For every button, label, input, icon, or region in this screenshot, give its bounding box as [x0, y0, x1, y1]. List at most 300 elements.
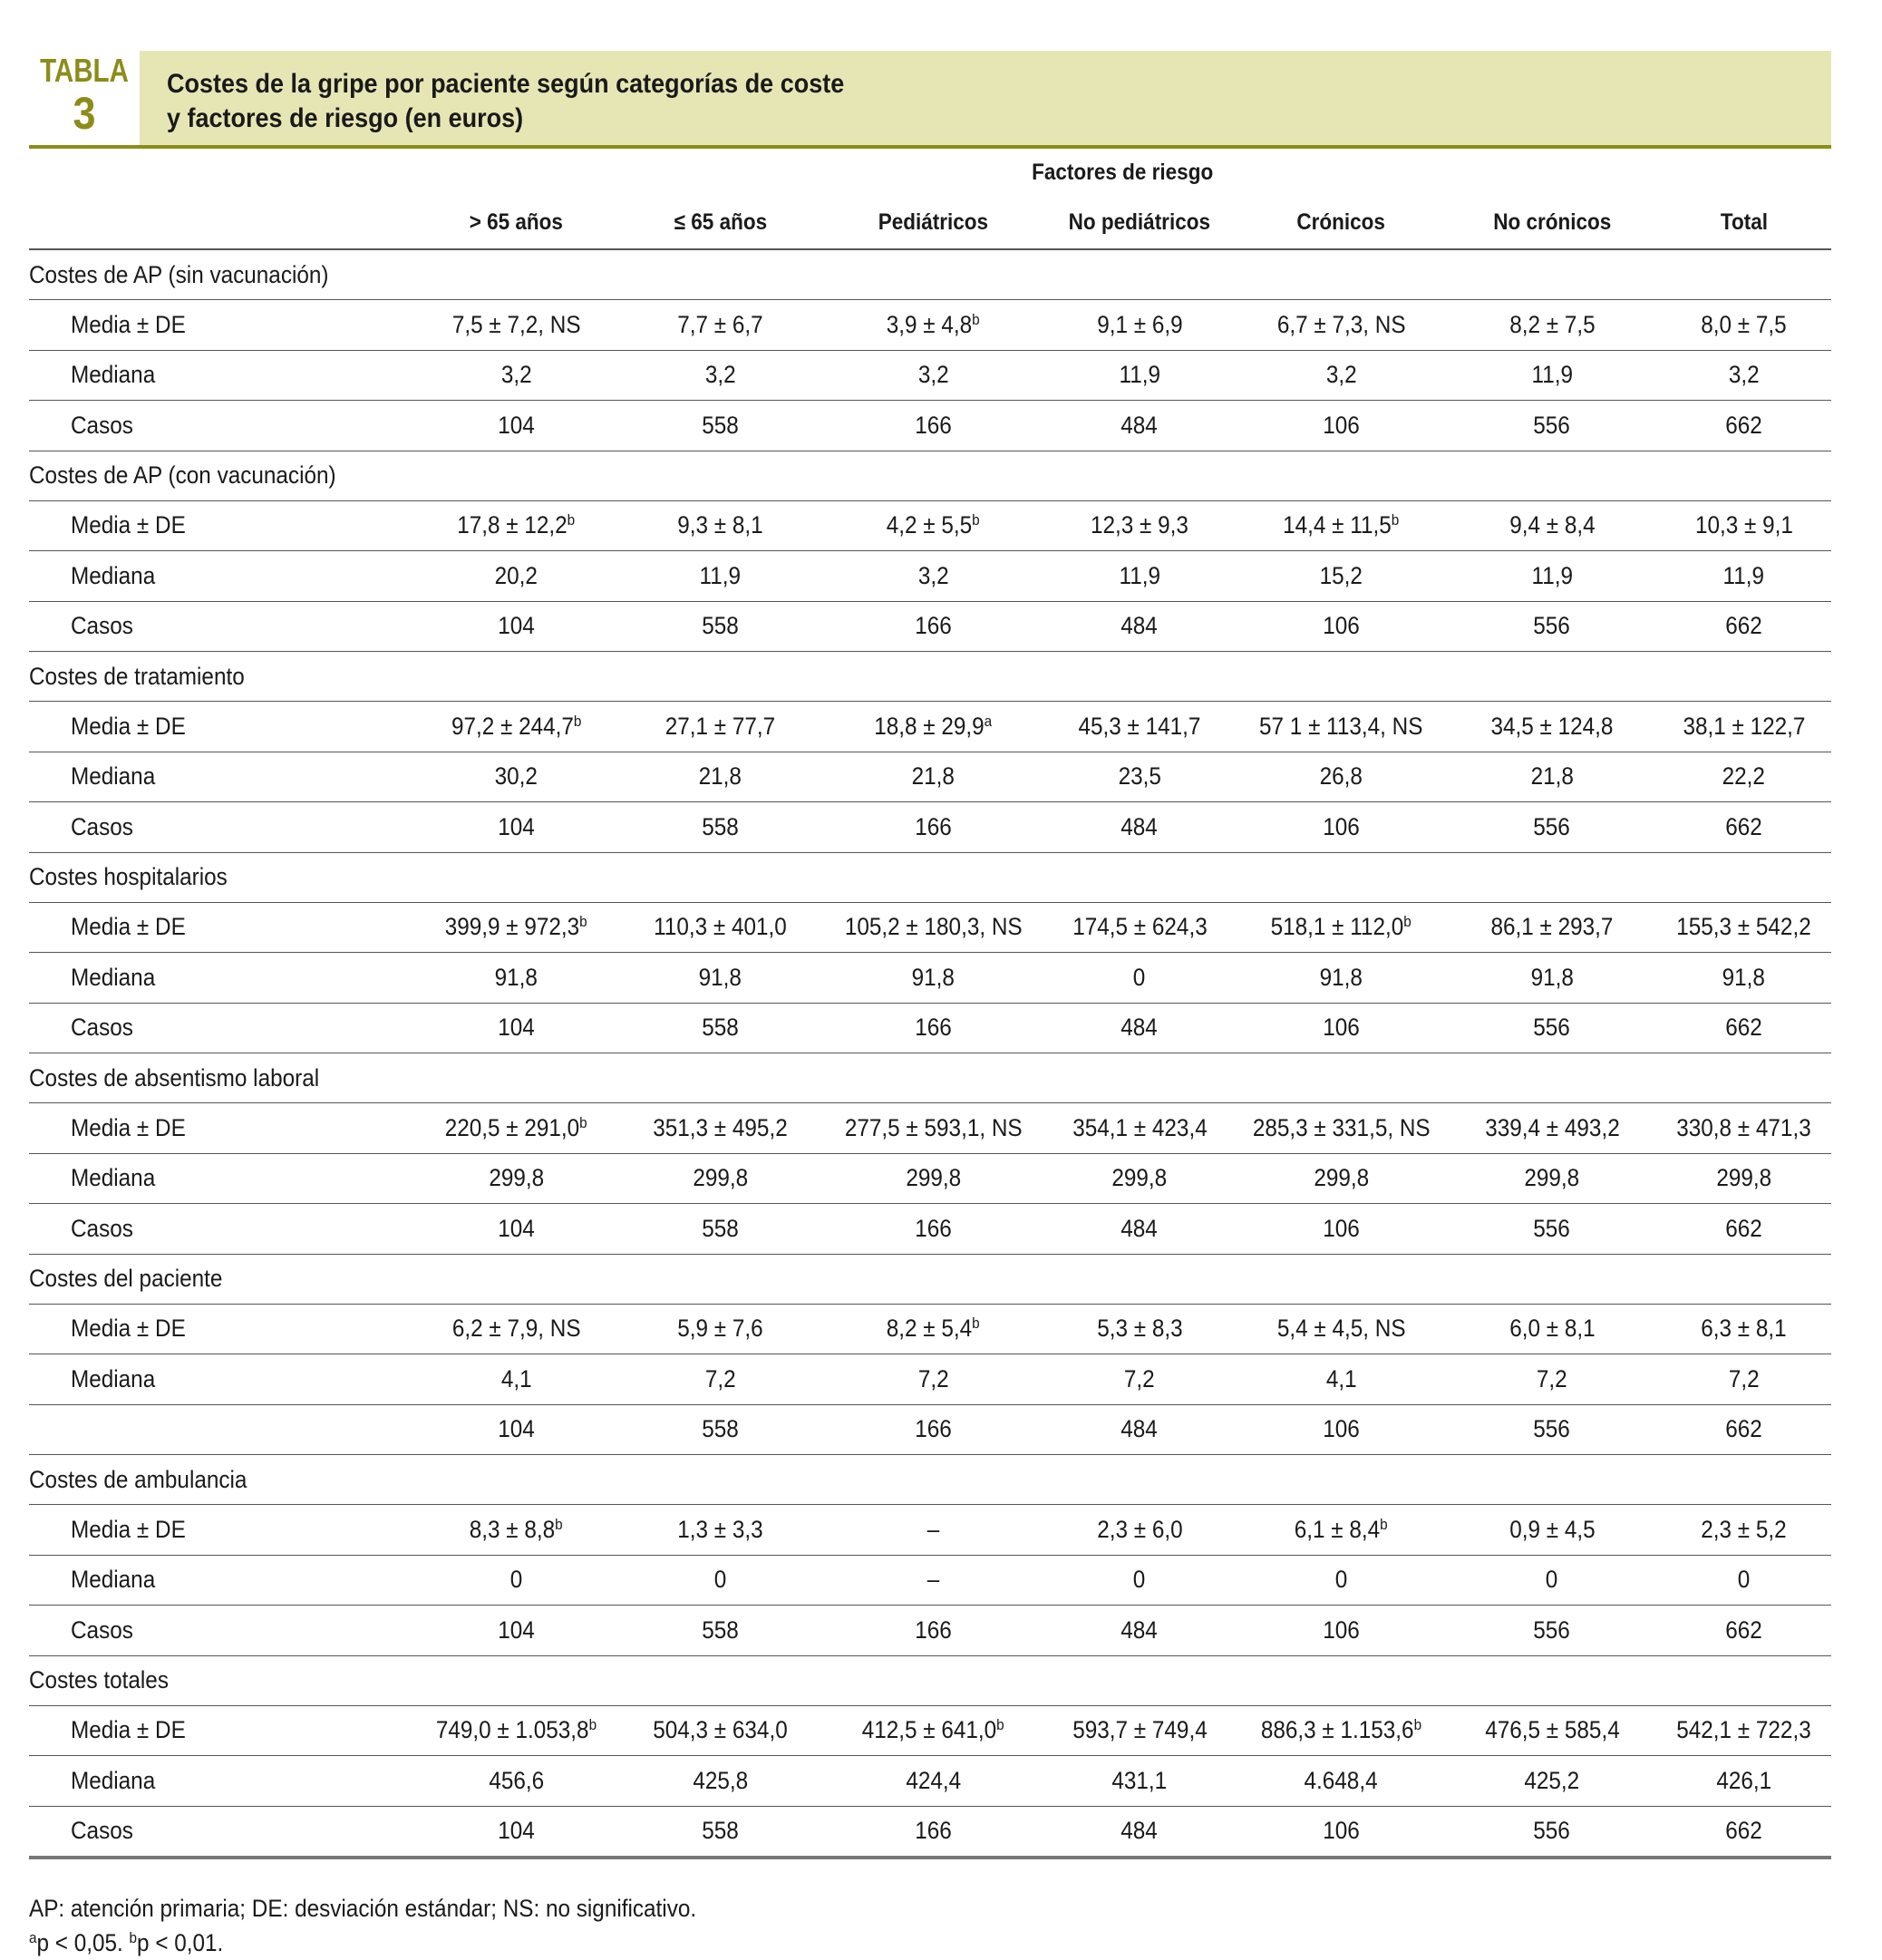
table-cell — [822, 300, 1044, 351]
column-header: ≤ 65 años — [618, 196, 822, 249]
cell-value: – — [926, 1566, 940, 1594]
table-cell — [1448, 1705, 1656, 1756]
table-cell — [1656, 601, 1831, 652]
significance-mark: b — [1413, 1716, 1422, 1734]
significance-mark: b — [1392, 511, 1400, 529]
table-cell — [618, 1806, 822, 1858]
significance-mark: b — [972, 511, 980, 529]
table-cell — [618, 500, 822, 551]
row-label: Casos — [29, 401, 414, 451]
row-label: Media ± DE — [29, 1103, 414, 1154]
table-cell — [822, 551, 1044, 602]
group-header-row — [29, 149, 1831, 196]
table-cell — [618, 1756, 822, 1807]
table-cell — [822, 1505, 1044, 1556]
significance-mark: b — [972, 1315, 980, 1333]
cell-value: 7,2 — [1728, 1364, 1760, 1392]
table-row — [29, 1204, 1831, 1255]
table-cell — [618, 1606, 822, 1656]
cell-value: 2,3 ± 5,2 — [1701, 1515, 1787, 1543]
table-cell — [1448, 350, 1656, 401]
cell-value: 0 — [1133, 1566, 1146, 1594]
table-cell — [618, 1354, 822, 1405]
section-header-row — [29, 451, 1831, 500]
significance-mark: b — [555, 1515, 563, 1533]
table-cell — [1235, 1806, 1448, 1858]
column-header: > 65 años — [414, 196, 618, 249]
cell-value: 21,8 — [911, 762, 956, 791]
significance-mark: a — [984, 712, 993, 730]
cell-value: 484 — [1120, 812, 1159, 840]
table-cell — [618, 601, 822, 652]
section-title: Costes de absentismo laboral — [29, 1053, 1831, 1103]
cell-value: 9,3 ± 8,1 — [677, 511, 763, 539]
footnote-b-mark: b — [129, 1929, 138, 1946]
table-cell — [1448, 1204, 1656, 1255]
table-row — [29, 1153, 1831, 1204]
cell-value: 104 — [498, 1817, 535, 1845]
row-label: Casos — [29, 1606, 414, 1656]
table-body — [29, 249, 1831, 1858]
table-cell — [822, 752, 1044, 802]
cell-value: 662 — [1725, 1014, 1762, 1042]
cell-value: 556 — [1533, 1415, 1571, 1443]
cell-value: 106 — [1323, 1214, 1360, 1242]
table-row — [29, 401, 1831, 451]
cell-value: 11,9 — [1722, 561, 1765, 589]
table-cell — [1656, 902, 1831, 953]
table-cell — [1044, 1354, 1235, 1405]
cell-value: 299,8 — [693, 1164, 748, 1192]
cell-value: 7,2 — [704, 1364, 736, 1392]
table-cell — [1235, 702, 1448, 752]
table-cell — [1448, 802, 1656, 853]
cell-value: 412,5 ± 641,0 — [862, 1716, 997, 1744]
table-cell — [1448, 1354, 1656, 1405]
table-cell — [1656, 702, 1831, 752]
cell-value: 21,8 — [698, 762, 742, 791]
section-title: Costes de AP (sin vacunación) — [29, 249, 1831, 300]
cell-value: 8,2 ± 7,5 — [1509, 310, 1596, 338]
cell-value: 556 — [1533, 1616, 1571, 1644]
cell-value: 166 — [915, 612, 952, 640]
table-cell — [414, 1304, 618, 1354]
cell-value: 5,9 ± 7,6 — [677, 1315, 763, 1343]
table-cell — [1448, 551, 1656, 602]
cell-value: 11,9 — [1119, 561, 1160, 589]
table-cell — [822, 1606, 1044, 1656]
cell-value: 484 — [1120, 612, 1159, 640]
table-cell — [1044, 1505, 1235, 1556]
column-header: Crónicos — [1235, 196, 1448, 249]
cell-value: 0 — [1737, 1566, 1751, 1594]
cell-value: 220,5 ± 291,0 — [445, 1113, 580, 1141]
table-cell — [414, 1756, 618, 1807]
table-row — [29, 1555, 1831, 1606]
table-cell — [618, 1505, 822, 1556]
cell-value: 26,8 — [1319, 762, 1363, 791]
row-label: Mediana — [29, 350, 414, 401]
table-title — [167, 67, 844, 136]
row-label: Mediana — [29, 551, 414, 602]
significance-mark: b — [579, 913, 587, 931]
section-header-row — [29, 652, 1831, 702]
cell-value: 34,5 ± 124,8 — [1490, 712, 1614, 740]
cell-value: 504,3 ± 634,0 — [653, 1716, 788, 1744]
table-label-number: 3 — [73, 88, 96, 139]
cell-value: 476,5 ± 585,4 — [1484, 1716, 1620, 1744]
cell-value: 105,2 ± 180,3, NS — [844, 913, 1023, 941]
table-cell — [822, 1806, 1044, 1858]
cell-value: 6,2 ± 7,9, NS — [451, 1315, 581, 1343]
table-cell — [1044, 1606, 1235, 1656]
table-cell — [414, 1806, 618, 1858]
column-header: No pediátricos — [1044, 196, 1235, 249]
column-header: Pediátricos — [822, 196, 1044, 249]
cell-value: 3,9 ± 4,8 — [887, 310, 973, 338]
row-label: Media ± DE — [29, 1505, 414, 1556]
cell-value: 166 — [915, 1415, 952, 1443]
table-cell — [414, 601, 618, 652]
table-cell — [618, 350, 822, 401]
cell-value: 14,4 ± 11,5 — [1283, 511, 1392, 539]
cell-value: 558 — [702, 1214, 739, 1242]
table-cell — [414, 1505, 618, 1556]
significance-mark: b — [996, 1716, 1004, 1734]
cell-value: 0 — [509, 1566, 523, 1594]
cell-value: 104 — [498, 612, 535, 640]
table-cell — [822, 601, 1044, 652]
cell-value: 556 — [1533, 1214, 1571, 1242]
cell-value: 456,6 — [489, 1766, 544, 1794]
table-cell — [1448, 1404, 1656, 1455]
cell-value: 91,8 — [1319, 963, 1363, 991]
table-cell — [1235, 752, 1448, 802]
table-cell — [822, 953, 1044, 1004]
table-cell — [618, 1003, 822, 1053]
table-cell — [618, 1204, 822, 1255]
cell-value: 104 — [498, 1014, 535, 1042]
section-header-row — [29, 1053, 1831, 1103]
row-label: Mediana — [29, 1354, 414, 1405]
table-cell — [1656, 1153, 1831, 1204]
table-cell — [1235, 802, 1448, 853]
table-cell — [1448, 1505, 1656, 1556]
table-cell — [822, 350, 1044, 401]
cell-value: 431,1 — [1111, 1766, 1168, 1794]
cell-value: 3,2 — [917, 361, 949, 389]
table-cell — [618, 551, 822, 602]
table-row — [29, 1806, 1831, 1858]
table-cell — [1044, 752, 1235, 802]
cell-value: 166 — [915, 812, 952, 840]
table-cell — [1235, 1555, 1448, 1606]
cell-value: 106 — [1323, 1616, 1360, 1644]
table-row — [29, 300, 1831, 351]
table-row — [29, 802, 1831, 853]
table-cell — [414, 1153, 618, 1204]
cell-value: 0 — [1133, 963, 1146, 991]
table-cell — [618, 802, 822, 853]
cell-value: 57 1 ± 113,4, NS — [1259, 712, 1423, 740]
cell-value: 3,2 — [1325, 361, 1357, 389]
section-title: Costes del paciente — [29, 1254, 1831, 1304]
cell-value: – — [926, 1515, 940, 1543]
cell-value: 425,8 — [693, 1766, 748, 1794]
row-label: Mediana — [29, 1555, 414, 1606]
table-cell — [618, 1103, 822, 1154]
table-cell — [1044, 300, 1235, 351]
table-cell — [822, 401, 1044, 451]
table-cell — [1656, 1304, 1831, 1354]
cell-value: 166 — [915, 1214, 952, 1242]
footnotes — [29, 1891, 771, 1960]
cell-value: 110,3 ± 401,0 — [654, 913, 787, 941]
column-header-row — [29, 196, 1831, 249]
table-cell — [1044, 500, 1235, 551]
row-label: Mediana — [29, 1153, 414, 1204]
table-cell — [1448, 601, 1656, 652]
significance-mark: b — [573, 712, 582, 730]
table-cell — [1044, 1003, 1235, 1053]
table-row — [29, 1003, 1831, 1053]
table-row — [29, 1505, 1831, 1556]
table-cell — [1044, 1304, 1235, 1354]
table-cell — [414, 551, 618, 602]
cell-value: 5,3 ± 8,3 — [1096, 1315, 1183, 1343]
table-cell — [822, 500, 1044, 551]
cell-value: 7,2 — [917, 1364, 949, 1392]
table-cell — [1044, 802, 1235, 853]
cell-value: 3,2 — [704, 361, 736, 389]
table-row — [29, 1304, 1831, 1354]
cell-value: 15,2 — [1319, 561, 1363, 589]
section-header-row — [29, 1655, 1831, 1705]
table-cell — [1448, 1756, 1656, 1807]
table-row — [29, 1606, 1831, 1656]
significance-mark: b — [567, 511, 576, 529]
cell-value: 662 — [1725, 411, 1762, 439]
table-cell — [414, 1204, 618, 1255]
cell-value: 106 — [1323, 1817, 1360, 1845]
section-header-row — [29, 1455, 1831, 1505]
table-label — [29, 51, 140, 147]
table-header — [29, 51, 1831, 147]
footnote-a-text: p < 0,05. — [36, 1929, 130, 1956]
table-row — [29, 953, 1831, 1004]
cell-value: 484 — [1120, 1214, 1159, 1242]
row-label: Mediana — [29, 1756, 414, 1807]
row-label: Casos — [29, 1806, 414, 1858]
table-cell — [1656, 1003, 1831, 1053]
table-cell — [414, 802, 618, 853]
significance-mark: b — [972, 310, 980, 328]
table-cell — [1448, 401, 1656, 451]
cost-table-wrapper — [29, 149, 1831, 1859]
table-cell — [1656, 1705, 1831, 1756]
table-cell — [1044, 401, 1235, 451]
table-cell — [618, 1153, 822, 1204]
cell-value: 662 — [1725, 1214, 1762, 1242]
table-cell — [414, 1555, 618, 1606]
row-label: Media ± DE — [29, 1705, 414, 1756]
cell-value: 106 — [1323, 1415, 1360, 1443]
row-label: Casos — [29, 802, 414, 853]
table-cell — [1235, 1404, 1448, 1455]
group-header: Factores de riesgo — [1032, 159, 1214, 185]
significance-mark: b — [1380, 1515, 1388, 1533]
table-row — [29, 752, 1831, 802]
cell-value: 1,3 ± 3,3 — [677, 1515, 763, 1543]
cell-value: 426,1 — [1716, 1766, 1771, 1794]
row-label: Mediana — [29, 752, 414, 802]
cell-value: 6,0 ± 8,1 — [1509, 1315, 1596, 1343]
table-row — [29, 1354, 1831, 1405]
cell-value: 6,7 ± 7,3, NS — [1276, 310, 1406, 338]
table-cell — [414, 401, 618, 451]
row-label: Casos — [29, 1204, 414, 1255]
cell-value: 86,1 ± 293,7 — [1490, 913, 1614, 941]
table-cell — [1656, 500, 1831, 551]
table-cell — [1656, 401, 1831, 451]
table-cell — [1235, 350, 1448, 401]
cell-value: 106 — [1323, 812, 1360, 840]
cell-value: 91,8 — [1722, 963, 1766, 991]
row-label: Media ± DE — [29, 300, 414, 351]
table-cell — [822, 802, 1044, 853]
table-cell — [414, 1103, 618, 1154]
cell-value: 558 — [702, 812, 739, 840]
table-cell — [1656, 1505, 1831, 1556]
cell-value: 7,2 — [1537, 1364, 1567, 1392]
cell-value: 0 — [1546, 1566, 1558, 1594]
cell-value: 9,4 ± 8,4 — [1509, 511, 1596, 539]
table-cell — [1448, 1606, 1656, 1656]
table-cell — [618, 1705, 822, 1756]
table-cell — [1235, 500, 1448, 551]
cell-value: 174,5 ± 624,3 — [1072, 913, 1208, 941]
table-cell — [1448, 702, 1656, 752]
table-cell — [1656, 1404, 1831, 1455]
table-row — [29, 1103, 1831, 1154]
cell-value: 0,9 ± 4,5 — [1509, 1515, 1596, 1543]
table-cell — [618, 953, 822, 1004]
cell-value: 0 — [713, 1566, 727, 1594]
table-cell — [1044, 1404, 1235, 1455]
cell-value: 17,8 ± 12,2 — [457, 511, 568, 539]
cell-value: 484 — [1120, 1616, 1159, 1644]
section-title: Costes de AP (con vacunación) — [29, 451, 1831, 500]
table-cell — [618, 702, 822, 752]
table-cell — [1044, 1705, 1235, 1756]
table-cell — [414, 300, 618, 351]
table-cell — [822, 1003, 1044, 1053]
table-cell — [1044, 1555, 1235, 1606]
table-cell — [414, 1404, 618, 1455]
row-label: Media ± DE — [29, 902, 414, 953]
table-cell — [822, 1103, 1044, 1154]
table-cell — [1235, 401, 1448, 451]
cell-value: 662 — [1725, 1415, 1762, 1443]
cell-value: 27,1 ± 77,7 — [665, 712, 776, 740]
section-title: Costes hospitalarios — [29, 852, 1831, 902]
table-cell — [1044, 551, 1235, 602]
column-header-spacer — [29, 196, 414, 249]
cell-value: 556 — [1533, 1014, 1571, 1042]
cell-value: 593,7 ± 749,4 — [1072, 1716, 1208, 1744]
cell-value: 97,2 ± 244,7 — [451, 712, 574, 740]
table-cell — [1448, 1153, 1656, 1204]
table-cell — [1448, 1304, 1656, 1354]
cell-value: 339,4 ± 493,2 — [1484, 1113, 1620, 1141]
cell-value: 399,9 ± 972,3 — [445, 913, 580, 941]
table-cell — [1044, 953, 1235, 1004]
table-row — [29, 350, 1831, 401]
cell-value: 662 — [1725, 1817, 1762, 1845]
footnote-significance — [29, 1926, 696, 1960]
table-cell — [1656, 1204, 1831, 1255]
cell-value: 558 — [702, 1415, 739, 1443]
table-cell — [414, 752, 618, 802]
cell-value: 10,3 ± 9,1 — [1694, 511, 1793, 539]
table-row — [29, 702, 1831, 752]
cell-value: 3,2 — [1728, 361, 1760, 389]
cell-value: 11,9 — [1119, 361, 1160, 389]
cell-value: 424,4 — [906, 1766, 961, 1794]
cell-value: 556 — [1533, 1817, 1571, 1845]
table-label-word: TABLA — [40, 52, 129, 89]
significance-mark: b — [1403, 913, 1412, 931]
row-label: Media ± DE — [29, 1304, 414, 1354]
cell-value: 662 — [1725, 812, 1762, 840]
cell-value: 484 — [1120, 411, 1159, 439]
cell-value: 21,8 — [1530, 762, 1574, 791]
cell-value: 38,1 ± 122,7 — [1683, 712, 1806, 740]
table-cell — [1044, 702, 1235, 752]
table-row — [29, 1404, 1831, 1455]
cell-value: 3,2 — [917, 561, 949, 589]
cell-value: 106 — [1323, 1014, 1360, 1042]
cell-value: 354,1 ± 423,4 — [1072, 1113, 1208, 1141]
cell-value: 91,8 — [1530, 963, 1574, 991]
cell-value: 662 — [1725, 612, 1762, 640]
table-cell — [414, 953, 618, 1004]
cell-value: 5,4 ± 4,5, NS — [1276, 1315, 1406, 1343]
table-cell — [1448, 500, 1656, 551]
table-cell — [618, 1304, 822, 1354]
table-cell — [1235, 551, 1448, 602]
table-cell — [1656, 551, 1831, 602]
table-cell — [1656, 1606, 1831, 1656]
table-cell — [414, 350, 618, 401]
cell-value: 23,5 — [1118, 762, 1161, 791]
section-title: Costes de tratamiento — [29, 652, 1831, 702]
table-cell — [1656, 1806, 1831, 1858]
table-cell — [1044, 1756, 1235, 1807]
cell-value: 7,5 ± 7,2, NS — [451, 310, 581, 338]
table-row — [29, 601, 1831, 652]
cell-value: 8,3 ± 8,8 — [470, 1515, 556, 1543]
table-row — [29, 1705, 1831, 1756]
table-cell — [1044, 1204, 1235, 1255]
table-cell — [1448, 953, 1656, 1004]
table-cell — [1044, 1153, 1235, 1204]
table-cell — [1235, 1103, 1448, 1154]
cell-value: 106 — [1323, 612, 1360, 640]
cell-value: 91,8 — [911, 963, 956, 991]
table-cell — [1656, 1354, 1831, 1405]
row-label: Media ± DE — [29, 702, 414, 752]
